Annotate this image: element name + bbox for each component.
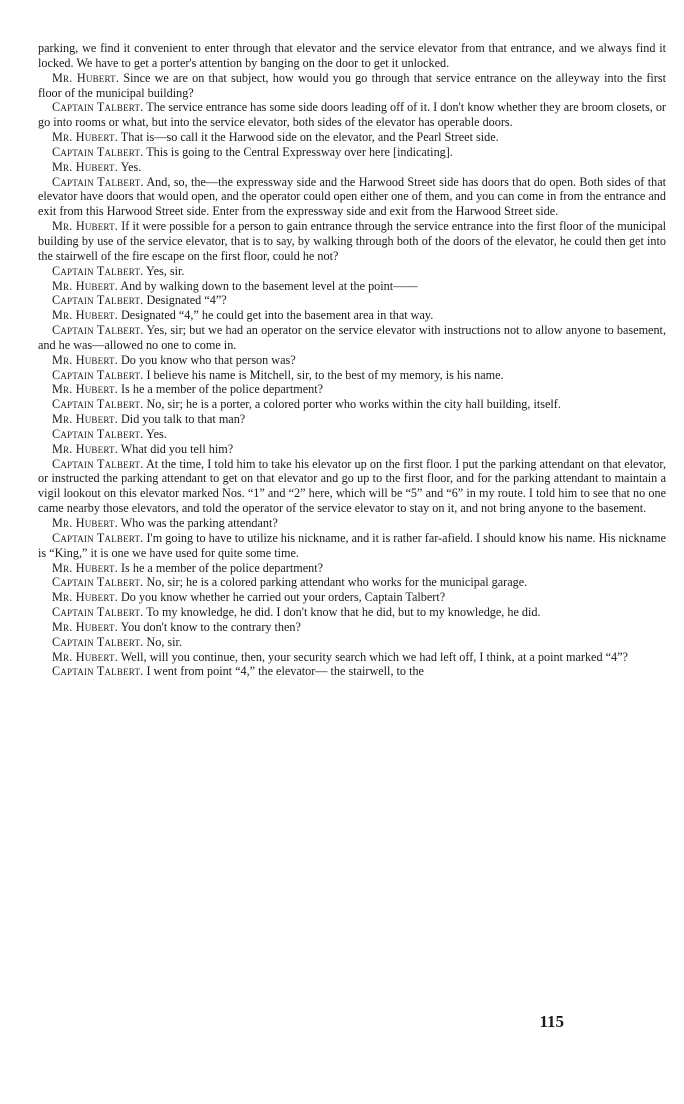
transcript-paragraph [38, 145, 666, 160]
speaker-label: Captain Talbert. [52, 263, 144, 278]
speaker-label: Captain Talbert. [52, 426, 144, 441]
transcript-paragraph [38, 620, 666, 635]
speaker-label: Mr. Hubert. [52, 308, 118, 323]
transcript-paragraph [38, 175, 666, 220]
transcript-paragraph [38, 516, 666, 531]
speaker-label: Mr. Hubert. [52, 649, 118, 664]
paragraph-text: To my knowledge, he did. I don't know that he did, but to my knowledge, he did. [146, 605, 541, 620]
transcript-paragraph [38, 442, 666, 457]
transcript-paragraph [38, 397, 666, 412]
speaker-label: Mr. Hubert. [52, 441, 118, 456]
transcript-paragraph [38, 650, 666, 665]
speaker-label: Captain Talbert. [52, 530, 144, 545]
transcript-paragraph [38, 160, 666, 175]
transcript-paragraph [38, 531, 666, 561]
paragraph-text: The service entrance has some side doors leading off of it. I don't know whether they are broom closets, or go into rooms or what, but into the service elevator, both sides of the elevator has operable doors. [38, 100, 666, 130]
transcript-paragraph [38, 457, 666, 516]
paragraph-text: You don't know to the contrary then? [120, 619, 301, 634]
transcript-paragraph [38, 219, 666, 264]
paragraph-text: No, sir; he is a colored parking attendant who works for the municipal garage. [146, 575, 528, 590]
speaker-label: Captain Talbert. [52, 174, 144, 189]
paragraph-text: This is going to the Central Expressway over here [indicating]. [146, 144, 453, 159]
transcript-paragraph [38, 71, 666, 101]
paragraph-text: Designated “4”? [146, 293, 227, 308]
paragraph-text: Who was the parking attendant? [120, 516, 278, 530]
transcript-paragraph [38, 412, 666, 427]
paragraph-text: And by walking down to the basement level at the point—— [120, 278, 418, 293]
speaker-label: Captain Talbert. [52, 605, 144, 620]
paragraph-text: Do you know whether he carried out your orders, Captain Talbert? [121, 590, 446, 605]
speaker-label: Mr. Hubert. [52, 516, 118, 530]
speaker-label: Mr. Hubert. [52, 278, 118, 293]
paragraph-text: That is—so call it the Harwood side on the elevator, and the Pearl Street side. [120, 130, 499, 145]
speaker-label: Mr. Hubert. [52, 619, 118, 634]
transcript-paragraph [38, 293, 666, 308]
speaker-label: Mr. Hubert. [52, 130, 118, 145]
speaker-label: Captain Talbert. [52, 456, 144, 471]
transcript-paragraph [38, 664, 666, 679]
transcript-paragraph [38, 308, 666, 323]
paragraph-text: Yes. [120, 159, 142, 174]
speaker-label: Captain Talbert. [52, 323, 144, 338]
transcript-page [38, 41, 666, 1093]
transcript-paragraph [38, 41, 666, 71]
speaker-label: Captain Talbert. [52, 664, 144, 679]
transcript-paragraph [38, 575, 666, 590]
paragraph-text: What did you tell him? [120, 441, 234, 456]
transcript-paragraph [38, 323, 666, 353]
transcript-paragraph [38, 590, 666, 605]
speaker-label: Mr. Hubert. [52, 412, 118, 427]
paragraph-text: parking, we find it convenient to enter through that elevator and the service elevator from that entrance, and we always find it locked. We have to get a porter's attention by banging on the door to get it unlocked. [38, 41, 666, 70]
transcript-paragraph [38, 368, 666, 383]
paragraph-text: Since we are on that subject, how would you go through that service entrance on the alleyway into the first floor of the municipal building? [38, 70, 666, 100]
paragraph-text: I believe his name is Mitchell, sir, to the best of my memory, is his name. [146, 367, 504, 382]
paragraph-text: I went from point “4,” the elevator— the stairwell, to the [146, 664, 424, 679]
paragraph-text: Designated “4,” he could get into the basement area in that way. [121, 308, 434, 323]
speaker-label: Captain Talbert. [52, 100, 144, 115]
paragraph-text: No, sir; he is a porter, a colored porter who works within the city hall building, itself. [146, 397, 561, 412]
paragraph-text: Do you know who that person was? [121, 352, 296, 367]
paragraph-text: Well, will you continue, then, your security search which we had left off, I think, at a point marked “4”? [120, 649, 628, 664]
paragraph-text: Yes, sir; but we had an operator on the service elevator with instructions not to allow anyone to basement, and he was—allowed no one to come in. [38, 323, 666, 352]
speaker-label: Captain Talbert. [52, 575, 144, 590]
paragraph-text: No, sir. [146, 634, 182, 649]
transcript-paragraph [38, 605, 666, 620]
speaker-label: Captain Talbert. [52, 367, 144, 382]
paragraph-text: And, so, the—the expressway side and the Harwood Street side has doors that do open. Both sides of that elevator have doors that would open, and the operator could open either one of them, and you can come in from the entrance and exit from this Harwood Street side. Enter from the expressway side and exit from the Harwood Street side. [38, 174, 666, 219]
paragraph-text: Is he a member of the police department? [121, 560, 324, 575]
paragraph-text: Is he a member of the police department? [121, 382, 324, 397]
speaker-label: Captain Talbert. [52, 634, 144, 649]
speaker-label: Mr. Hubert. [52, 382, 118, 397]
transcript-paragraph [38, 279, 666, 294]
speaker-label: Captain Talbert. [52, 293, 144, 308]
speaker-label: Mr. Hubert. [52, 590, 118, 605]
speaker-label: Mr. Hubert. [52, 560, 118, 575]
transcript-paragraph [38, 264, 666, 279]
paragraph-text: If it were possible for a person to gain entrance through the service entrance into the first floor of the municipal building by use of the service elevator, that is to say, by walking through both of the doors of the elevator, he could then get into the stairwell of the fire escape on the first floor, could he not? [38, 219, 666, 263]
speaker-label: Mr. Hubert. [52, 159, 118, 174]
speaker-label: Captain Talbert. [52, 397, 144, 412]
speaker-label: Mr. Hubert. [52, 70, 120, 85]
transcript-paragraph [38, 382, 666, 397]
paragraph-text: I'm going to have to utilize his nickname, and it is rather far-afield. I should know his name. His nickname is “King,” it is one we have used for quite some time. [38, 530, 666, 560]
transcript-paragraph [38, 130, 666, 145]
page-number: 115 [539, 1012, 564, 1031]
transcript-paragraph [38, 100, 666, 130]
paragraph-text: At the time, I told him to take his elevator up on the first floor. I put the parking attendant on that elevator, or instructed the parking attendant to get on that elevator and go up to the first floor, and for the parking attendant to maintain a vigil lookout on this elevator marked Nos. “1” and “2” here, which will be “5” and “6” in my route. I told him to see that no one came nearby those elevators, and told the operator of the service elevator to stay on it, and not bring anyone to the basement. [38, 456, 666, 516]
transcript-paragraph [38, 427, 666, 442]
transcript-paragraph [38, 635, 666, 650]
paragraph-text: Did you talk to that man? [121, 412, 246, 427]
speaker-label: Captain Talbert. [52, 144, 144, 159]
speaker-label: Mr. Hubert. [52, 219, 119, 234]
transcript-paragraph [38, 353, 666, 368]
paragraph-text: Yes, sir. [146, 263, 185, 278]
speaker-label: Mr. Hubert. [52, 352, 118, 367]
transcript-paragraph [38, 561, 666, 576]
paragraph-text: Yes. [146, 426, 167, 441]
